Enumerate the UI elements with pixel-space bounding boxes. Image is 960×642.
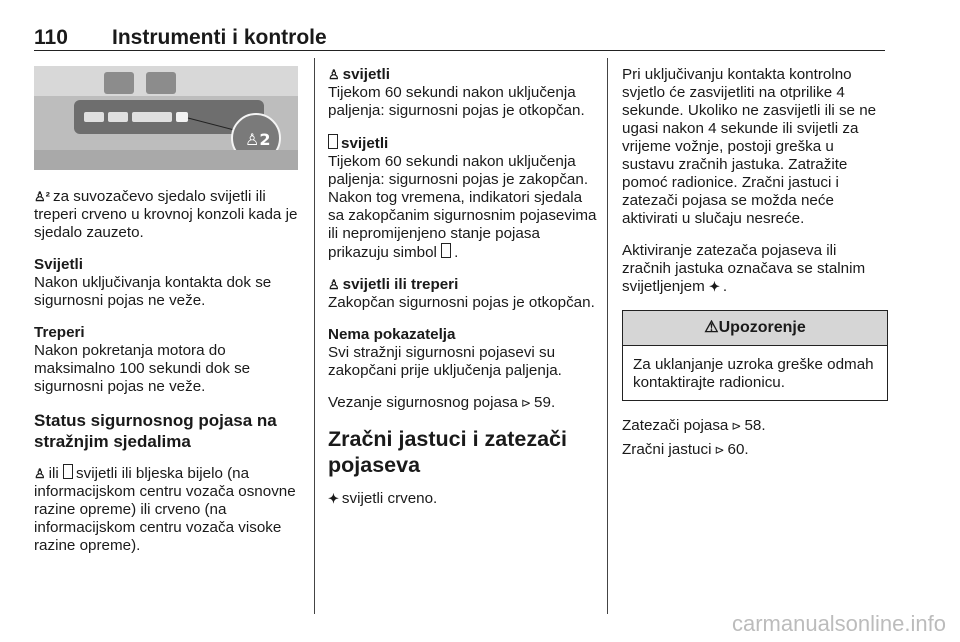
- flashes-text: Nakon pokretanja motora do maksimalno 100 sekundi dok se sigurnosni pojas ne veže.: [34, 342, 251, 395]
- warning-title: Upozorenje: [718, 319, 806, 336]
- seat-box-icon: [441, 243, 451, 258]
- reference-arrow-icon: ⊳: [731, 419, 742, 433]
- belt-flash-heading: svijetli ili treperi: [342, 276, 459, 293]
- header-rule: [34, 50, 885, 51]
- airbag-heading: Zračni jastuci i zatezači pojaseva: [328, 427, 567, 477]
- activation-text: Aktiviranje zatezača pojaseva ili zračnih jastuka označava se stalnim svijetljenjem: [622, 242, 866, 295]
- warning-box: [622, 310, 888, 401]
- belt-lights-text: Tijekom 60 sekundi nakon uključenja paljenja: sigurnosni pojas je otkopčan.: [328, 84, 585, 119]
- column-1: [34, 66, 298, 569]
- seatbelt-icon: ♙: [34, 466, 46, 481]
- belt-flash-text: Zakopčan sigurnosni pojas je otkopčan.: [328, 294, 595, 311]
- ref1-text: Zatezači pojasa: [622, 417, 729, 434]
- belt-lights-heading: svijetli: [342, 66, 390, 83]
- rear-text: svijetli ili bljeska bijelo (na informacijskom centru vozača osnovne razine opreme) ili crveno (na informacijskom centru vozača visoke razine opreme).: [34, 465, 296, 554]
- warning-text: Za uklanjanje uzroka greške odmah kontaktirajte radionicu.: [633, 356, 874, 391]
- roof-console-image: [34, 66, 298, 170]
- ref1-page[interactable]: 58.: [744, 417, 766, 434]
- seatbelt-icon: ♙: [328, 277, 340, 292]
- rear-heading: Status sigurnosnog pojasa na stražnjim sjedalima: [34, 411, 277, 451]
- warning-header: [623, 311, 887, 346]
- warning-triangle-icon: ⚠: [704, 319, 719, 336]
- none-text: Svi stražnji sigurnosni pojasevi su zakopčani prije uključenja paljenja.: [328, 344, 562, 379]
- section-title: Instrumenti i kontrole: [112, 26, 327, 49]
- column-3: [622, 66, 888, 473]
- ref2-page[interactable]: 60.: [727, 441, 749, 458]
- watermark: carmanualsonline.info: [731, 611, 946, 636]
- column-divider-1: [314, 58, 315, 614]
- airbag-icon: ✦: [328, 491, 339, 506]
- flashes-heading: Treperi: [34, 324, 85, 341]
- passenger-seat-icon: ♙²: [34, 189, 50, 204]
- page-header: [34, 26, 327, 50]
- airbag-text: svijetli crveno.: [341, 490, 438, 507]
- none-heading: Nema pokazatelja: [328, 326, 456, 343]
- column-divider-2: [607, 58, 608, 614]
- intro-text: za suvozačevo sjedalo svijetli ili treperi crveno u krovnoj konzoli kada je sjedalo zauzeto.: [34, 188, 298, 241]
- fastening-page[interactable]: 59.: [534, 394, 556, 411]
- column-2: [328, 66, 598, 522]
- box-lights-end: .: [454, 244, 459, 261]
- check-text: Pri uključivanju kontakta kontrolno svjetlo će zasvijetliti na otprilike 4 sekunde. Ukoliko ne zasvijetli ili se ne ugasi nakon 4 sekunde ili svijetli za vrijeme vožnje, postoji greška u sustavu zračnih jastuka. Zatražite pomoć radionice. Zračni jastuci i zatezači pojasa se možda neće aktivirati u slučaju nesreće.: [622, 66, 877, 227]
- box-lights-heading: svijetli: [341, 135, 389, 152]
- reference-arrow-icon: ⊳: [520, 396, 532, 410]
- roof-console-photo: [34, 66, 298, 170]
- box-lights-text: Tijekom 60 sekundi nakon uključenja paljenja: sigurnosni pojas je zakopčan. Nakon tog vremena, indikatori sjedala sa zakopčanim sigurnosnim pojasevima ili nepromijenjeno stanje pojasa prikazuju simbol: [328, 153, 597, 261]
- rear-connector: ili: [48, 465, 59, 482]
- fastening-text: Vezanje sigurnosnog pojasa: [328, 394, 518, 411]
- activation-end: .: [722, 278, 728, 295]
- airbag-icon: ✦: [708, 279, 720, 294]
- page-number: 110: [34, 26, 68, 49]
- seat-box-icon: [63, 464, 73, 479]
- ref2-text: Zračni jastuci: [622, 441, 712, 458]
- reference-arrow-icon: ⊳: [714, 443, 725, 457]
- lights-text: Nakon uključivanja kontakta dok se sigurnosni pojas ne veže.: [34, 274, 272, 309]
- svg-text:♙2: ♙2: [245, 130, 271, 149]
- seatbelt-icon: ♙: [328, 67, 340, 82]
- lights-heading: Svijetli: [34, 256, 83, 273]
- seat-box-icon: [328, 134, 338, 149]
